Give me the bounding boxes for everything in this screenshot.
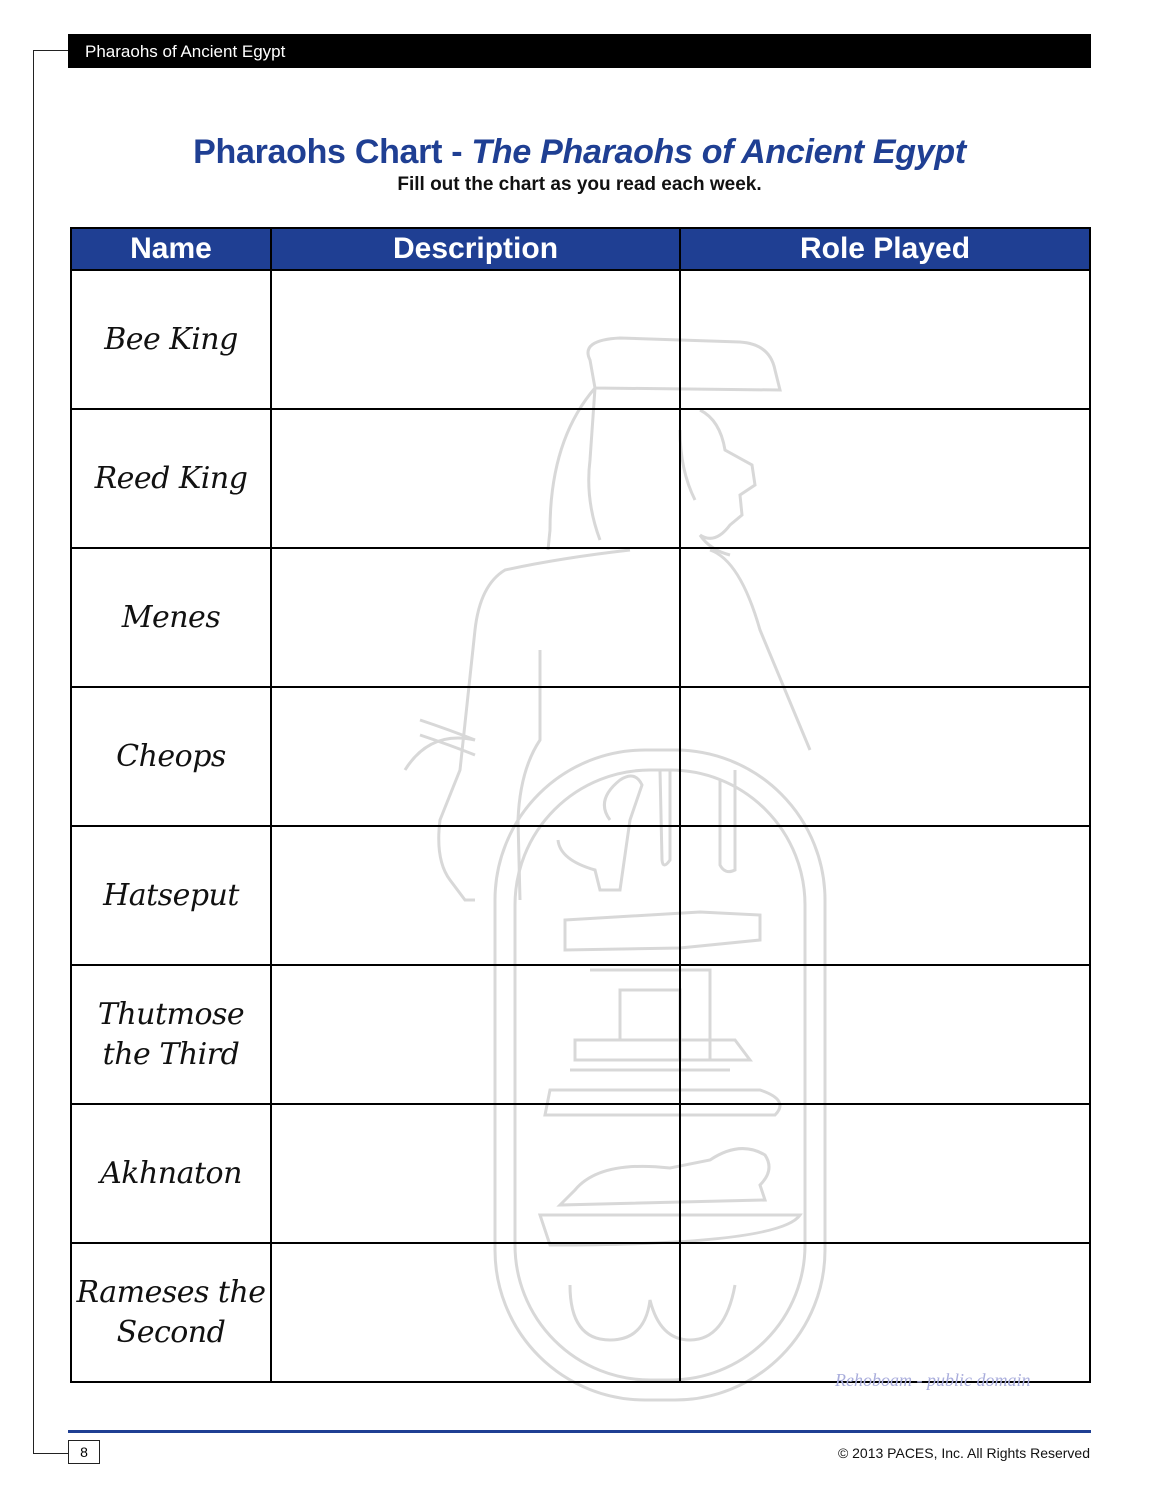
pharaoh-name-cell: Menes <box>71 548 271 687</box>
pharaoh-name-cell: Cheops <box>71 687 271 826</box>
column-header-description: Description <box>271 228 680 270</box>
table-row <box>71 687 1090 826</box>
table-row <box>71 1104 1090 1243</box>
page-number: 8 <box>68 1440 100 1464</box>
page-title-prefix: Pharaohs Chart - <box>193 133 472 171</box>
table-row <box>71 409 1090 548</box>
table-row <box>71 548 1090 687</box>
copyright-notice: © 2013 PACES, Inc. All Rights Reserved <box>837 1445 1090 1461</box>
page-title <box>0 133 1159 172</box>
description-cell[interactable] <box>271 826 680 965</box>
pharaohs-chart-table <box>70 227 1091 1383</box>
description-cell[interactable] <box>271 270 680 409</box>
pharaoh-name-cell: Rameses the Second <box>71 1243 271 1382</box>
pharaoh-name-cell: Thutmose the Third <box>71 965 271 1104</box>
description-cell[interactable] <box>271 409 680 548</box>
description-cell[interactable] <box>271 687 680 826</box>
role-played-cell[interactable] <box>680 548 1090 687</box>
role-played-cell[interactable] <box>680 687 1090 826</box>
description-cell[interactable] <box>271 965 680 1104</box>
pharaoh-name-cell: Bee King <box>71 270 271 409</box>
role-played-cell[interactable] <box>680 270 1090 409</box>
table-row <box>71 270 1090 409</box>
pharaoh-name-cell: Akhnaton <box>71 1104 271 1243</box>
description-cell[interactable] <box>271 1243 680 1382</box>
column-header-role-played: Role Played <box>680 228 1090 270</box>
running-header <box>68 34 1091 68</box>
role-played-cell[interactable] <box>680 965 1090 1104</box>
instructions: Fill out the chart as you read each week. <box>397 174 762 195</box>
description-cell[interactable] <box>271 1104 680 1243</box>
image-credit: Rehoboam - public domain <box>835 1370 1031 1390</box>
role-played-cell[interactable] <box>680 1243 1090 1382</box>
margin-bracket <box>33 50 69 1454</box>
table-row <box>71 826 1090 965</box>
role-played-cell[interactable] <box>680 409 1090 548</box>
footer-divider <box>68 1430 1091 1433</box>
table-row <box>71 965 1090 1104</box>
table-row <box>71 1243 1090 1382</box>
pharaoh-name-cell: Hatseput <box>71 826 271 965</box>
column-header-name: Name <box>71 228 271 270</box>
running-header-title: Pharaohs of Ancient Egypt <box>85 42 286 61</box>
role-played-cell[interactable] <box>680 1104 1090 1243</box>
role-played-cell[interactable] <box>680 826 1090 965</box>
description-cell[interactable] <box>271 548 680 687</box>
page-title-italic: The Pharaohs of Ancient Egypt <box>471 133 966 171</box>
pharaoh-name-cell: Reed King <box>71 409 271 548</box>
table-header-row <box>71 228 1090 270</box>
